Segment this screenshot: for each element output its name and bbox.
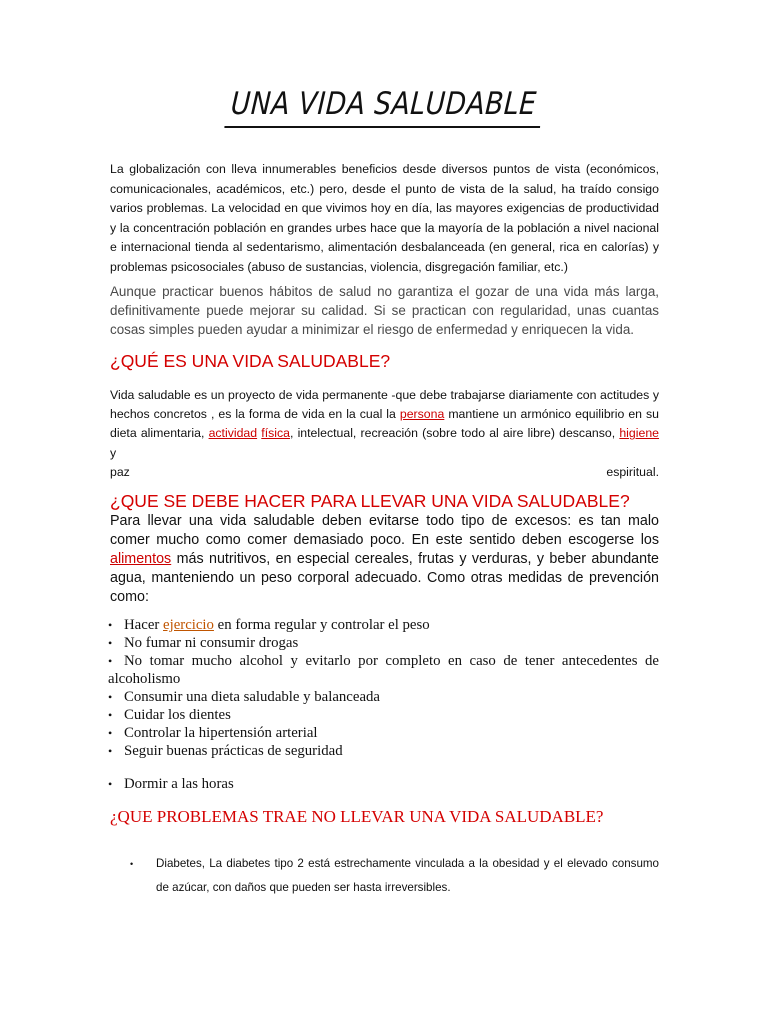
list-item-text: Diabetes, La diabetes tipo 2 está estrechamente vinculada a la obesidad y el elevado consumo de azúcar, con daños que pueden ser hasta irreversibles.	[156, 857, 659, 894]
list-item	[108, 742, 659, 760]
list-item-text: Consumir una dieta saludable y balanceada	[124, 689, 380, 705]
list-item	[108, 652, 659, 688]
title-wrapper	[0, 84, 768, 128]
list-item	[108, 706, 659, 724]
bullet-icon: •	[108, 744, 113, 758]
list-item-text: Seguir buenas prácticas de seguridad	[124, 743, 343, 759]
definition-last-left: paz	[110, 464, 130, 479]
heading-que-se-debe-hacer: ¿QUE SE DEBE HACER PARA LLEVAR UNA VIDA SALUDABLE?	[110, 491, 630, 511]
list-item-text: Controlar la hipertensión arterial	[124, 725, 318, 741]
link-fisica[interactable]: física	[261, 426, 290, 441]
list-item	[108, 724, 659, 742]
problems-list	[130, 852, 659, 900]
bullet-icon: •	[108, 636, 113, 650]
prevention-list	[108, 616, 659, 760]
bullet-icon: •	[108, 777, 113, 791]
list-item	[108, 688, 659, 706]
list-item-text: Cuidar los dientes	[124, 707, 231, 723]
bullet-icon: •	[108, 618, 113, 632]
list-item	[108, 616, 659, 634]
link-persona[interactable]: persona	[399, 407, 445, 422]
intro-paragraph: La globalización con lleva innumerables beneficios desde diversos puntos de vista (económicos, comunicacionales, académicos, etc.) pero, desde el punto de vista de la salud, ha traído consigo varios problemas. La velocidad en que vivimos hoy en día, las mayores exigencias de productividad y la concentración población en grandes urbes hace que la mayoría de la población a nivel nacional e internacional tienda al sedentarismo, alimentación desbalanceada (en general, rica en calorías) y problemas psicosociales (abuso de sustancias, violencia, disgregación familiar, etc.)	[110, 162, 659, 274]
definition-text-a: Vida saludable es un proyecto de vida permanente -que debe trabajarse diariamente con actitudes y hechos concretos , es la forma de vida en la cual la	[110, 388, 659, 422]
list-item-text: No tomar mucho alcohol y evitarlo por completo en caso de tener antecedentes de alcoholismo	[108, 653, 659, 687]
bullet-icon: •	[130, 859, 134, 869]
list-item-text: Dormir a las horas	[124, 776, 234, 792]
list-item-dormir	[108, 775, 234, 793]
item1-post: en forma regular y controlar el peso	[213, 617, 430, 633]
second-paragraph: Aunque practicar buenos hábitos de salud no garantiza el gozar de una vida más larga, definitivamente puede mejorar su calidad. Si se practican con regularidad, unas cuantas cosas simples pueden ayudar a minimizar el riesgo de enfermedad y enriquecen la vida.	[110, 284, 659, 337]
heading-problemas: ¿QUE PROBLEMAS TRAE NO LLEVAR UNA VIDA SALUDABLE?	[110, 807, 604, 826]
bullet-icon: •	[108, 726, 113, 740]
definition-text-d: y	[110, 445, 117, 460]
advice-text-b: más nutritivos, en especial cereales, frutas y verduras, y beber abundante agua, manteniendo un peso corporal adecuado. Como otras medidas de prevención como:	[110, 551, 659, 605]
heading-que-es: ¿QUÉ ES UNA VIDA SALUDABLE?	[110, 351, 391, 371]
definition-last-right: espiritual.	[606, 464, 659, 479]
advice-text-a: Para llevar una vida saludable deben evitarse todo tipo de excesos: es tan malo comer mucho como comer demasiado poco. En este sentido deben escogerse los	[110, 513, 659, 548]
definition-text-c: , intelectual, recreación (sobre todo al aire libre) descanso,	[289, 426, 620, 441]
list-item	[130, 852, 659, 900]
definition-paragraph	[110, 386, 659, 482]
document-title: UNA VIDA SALUDABLE	[225, 84, 544, 128]
bullet-icon: •	[108, 654, 113, 668]
link-higiene[interactable]: higiene	[619, 426, 660, 441]
bullet-icon: •	[108, 690, 113, 704]
advice-paragraph	[110, 512, 659, 607]
link-alimentos[interactable]: alimentos	[110, 551, 172, 567]
link-actividad[interactable]: actividad	[208, 426, 258, 441]
definition-text-b: mantiene un armónico equilibrio en su dieta alimentaria,	[110, 407, 659, 441]
item1-pre: Hacer	[124, 617, 164, 633]
bullet-icon: •	[108, 708, 113, 722]
link-ejercicio[interactable]: ejercicio	[163, 617, 214, 633]
list-item	[108, 634, 659, 652]
definition-last-line	[110, 463, 659, 482]
list-item-text: No fumar ni consumir drogas	[124, 635, 299, 651]
